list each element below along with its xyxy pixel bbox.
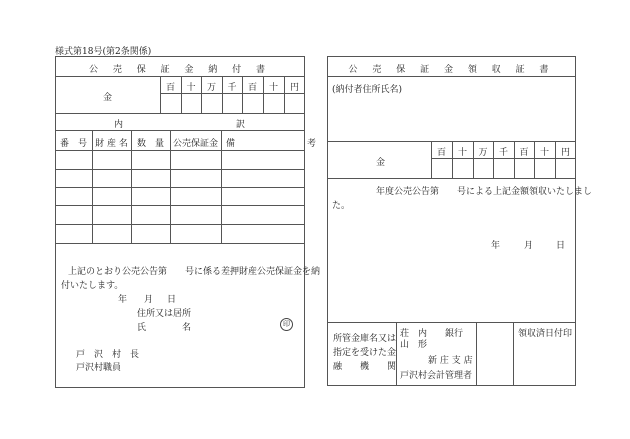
bank-label-line3: 融 機 関 [333,362,397,372]
digit-label: 千 [227,83,237,93]
digit-label: 十 [268,83,278,93]
column-property: 財 産 名 [95,139,128,149]
digit-label: 百 [247,83,257,93]
receipt-form-title: 公 売 保 証 金 領 収 証 書 [348,65,555,75]
bank-label-line1: 所管金庫名又は [333,334,397,344]
seal-mark: 印 [280,318,293,331]
table-row [55,169,305,170]
column-number: 番 号 [59,139,87,149]
table-row [55,187,305,188]
amount-label: 金 [103,93,113,103]
digit-label: 十 [457,148,467,158]
digit-label: 十 [186,83,196,93]
payment-form-title: 公 売 保 証 金 納 付 書 [88,65,272,75]
bank-name: 荘 内 銀行 [400,329,464,339]
digit-label: 千 [498,148,508,158]
digit-label: 百 [436,148,446,158]
recipient-mayor: 戸 沢 村 長 [76,350,140,360]
digit-label: 円 [560,148,570,158]
payer-label: (納付者住所氏名) [332,85,403,95]
receipt-line2: た。 [332,201,351,211]
table-row [55,243,305,244]
bank-prefecture: 山 形 [400,340,428,350]
statement-line1: 上記のとおり公売公告第 号に係る差押財産公売保証金を納 [68,267,321,277]
breakdown-header-left: 内 [114,120,124,130]
bank-treasurer: 戸沢村会計管理者 [400,371,473,381]
date-day: 日 [556,241,566,251]
digit-label: 百 [165,83,175,93]
date-day: 日 [167,295,177,305]
date-month: 月 [144,295,154,305]
table-row [55,224,305,225]
column-remarks: 備 考 [226,139,317,149]
amount-label: 金 [376,158,386,168]
name-label: 氏 名 [137,323,192,333]
table-row [55,205,305,206]
digit-label: 万 [206,83,216,93]
digit-label: 十 [539,148,549,158]
receipt-stamp-label: 領収済日付印 [518,329,573,339]
digit-label: 円 [289,83,299,93]
recipient-staff: 戸沢村職員 [76,363,122,373]
bank-label-line2: 指定を受けた金 [333,348,397,358]
breakdown-header-right: 訳 [236,120,246,130]
date-year: 年 [118,295,128,305]
form-number: 様式第18号(第2条関係) [55,47,152,57]
digit-label: 万 [478,148,488,158]
date-year: 年 [491,241,501,251]
address-label: 住所又は居所 [137,309,192,319]
column-quantity: 数 量 [136,139,164,149]
statement-line2: 付いたします。 [61,281,124,291]
column-deposit: 公売保証金 [172,139,218,149]
receipt-line1: 年度公売公告第 号による上記金額領収いたしまし [376,187,593,197]
digit-label: 百 [519,148,529,158]
bank-branch: 新 庄 支 店 [428,356,473,366]
date-month: 月 [524,241,534,251]
